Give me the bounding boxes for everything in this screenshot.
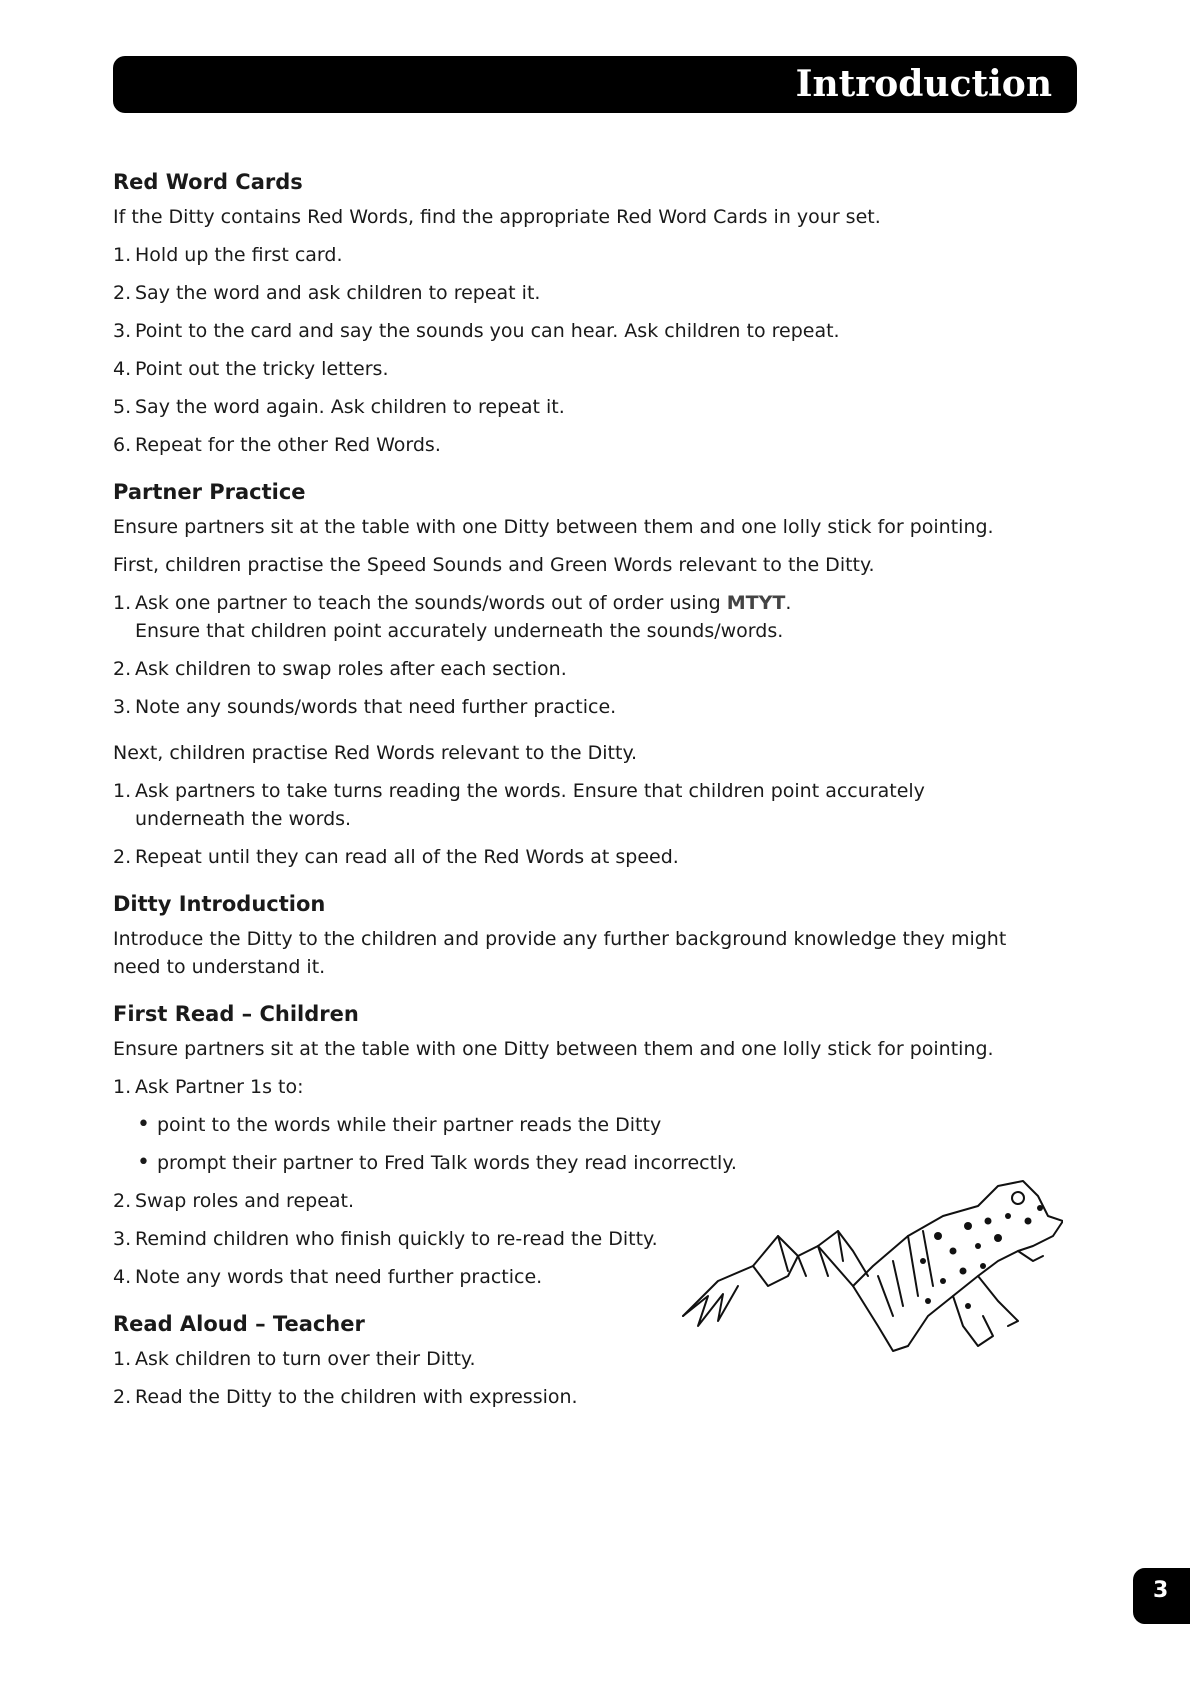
partner-practice-intro-2: First, children practise the Speed Sounds and Green Words relevant to the Ditty.: [113, 554, 875, 576]
page-title: Introduction: [795, 63, 1052, 105]
step-number: 6.: [113, 434, 132, 456]
step-number: 2.: [113, 658, 132, 680]
step-text-end: .: [785, 592, 792, 614]
frog-illustration: [678, 1176, 1063, 1356]
step-text: Note any sounds/words that need further practice.: [135, 696, 617, 718]
step-number: 3.: [113, 696, 132, 718]
step-text: Point to the card and say the sounds you can hear. Ask children to repeat.: [135, 320, 840, 342]
heading-partner-practice: Partner Practice: [113, 480, 306, 504]
step-number: 4.: [113, 358, 132, 380]
bullet-item: • point to the words while their partner reads the Ditty: [135, 1111, 1013, 1139]
section-partner-practice: [113, 477, 1013, 871]
step-text-line-2: Ensure that children point accurately underneath the sounds/words.: [135, 620, 784, 642]
step-number: 3.: [113, 1228, 132, 1250]
partner-practice-steps-a: [113, 589, 1013, 721]
step-number: 2.: [113, 282, 132, 304]
step-text: Say the word and ask children to repeat it.: [135, 282, 541, 304]
title-bar: [113, 56, 1077, 113]
step-text: Repeat until they can read all of the Red Words at speed.: [135, 846, 679, 868]
list-item: [113, 777, 1013, 833]
first-read-intro: Ensure partners sit at the table with one Ditty between them and one lolly stick for pointing.: [113, 1038, 994, 1060]
heading-red-word-cards: Red Word Cards: [113, 170, 303, 194]
step-number: 4.: [113, 1266, 132, 1288]
page-number: 3: [1153, 1578, 1169, 1603]
step-text: Ask one partner to teach the sounds/words out of order using: [135, 592, 727, 614]
list-item: [113, 693, 1013, 721]
step-number: 1.: [113, 780, 132, 802]
partner-practice-intro-1: Ensure partners sit at the table with one Ditty between them and one lolly stick for pointing.: [113, 516, 994, 538]
bullet-item: • prompt their partner to Fred Talk words they read incorrectly.: [135, 1149, 1013, 1177]
step-number: 2.: [113, 1386, 132, 1408]
step-number: 1.: [113, 1348, 132, 1370]
step-text: Ask Partner 1s to:: [135, 1076, 304, 1098]
red-word-cards-intro: If the Ditty contains Red Words, find the appropriate Red Word Cards in your set.: [113, 206, 881, 228]
list-item: [113, 317, 1013, 345]
step-text: Ask children to swap roles after each section.: [135, 658, 567, 680]
step-text: Ask partners to take turns reading the words. Ensure that children point accurately underneath the words.: [135, 780, 925, 830]
list-item: [113, 355, 1013, 383]
list-item: [113, 393, 1013, 421]
heading-ditty-introduction: Ditty Introduction: [113, 892, 326, 916]
mtyt-term: MTYT: [726, 592, 786, 614]
step-number: 5.: [113, 396, 132, 418]
partner-practice-steps-b: [113, 777, 1013, 871]
step-text: Note any words that need further practice.: [135, 1266, 543, 1288]
step-text: Hold up the first card.: [135, 244, 343, 266]
list-item: [113, 843, 1013, 871]
step-text: Point out the tricky letters.: [135, 358, 389, 380]
page-number-tab: [1133, 1568, 1190, 1624]
list-item: [113, 655, 1013, 683]
list-item: [113, 1383, 1013, 1411]
first-read-bullets: [135, 1111, 1013, 1177]
step-text: Read the Ditty to the children with expression.: [135, 1386, 578, 1408]
step-number: 1.: [113, 592, 132, 614]
list-item: [113, 279, 1013, 307]
list-item: [113, 431, 1013, 459]
list-item: [113, 1073, 1013, 1177]
step-number: 2.: [113, 846, 132, 868]
partner-practice-intro-3: Next, children practise Red Words relevant to the Ditty.: [113, 742, 638, 764]
ditty-introduction-text: Introduce the Ditty to the children and provide any further background knowledge they might need to understand it.: [113, 928, 1007, 978]
step-number: 1.: [113, 1076, 132, 1098]
step-number: 3.: [113, 320, 132, 342]
step-text: Swap roles and repeat.: [135, 1190, 355, 1212]
step-text: Ask children to turn over their Ditty.: [135, 1348, 476, 1370]
red-word-cards-steps: [113, 241, 1013, 459]
heading-read-aloud: Read Aloud – Teacher: [113, 1312, 365, 1336]
step-text: Remind children who finish quickly to re-read the Ditty.: [135, 1228, 658, 1250]
heading-first-read: First Read – Children: [113, 1002, 359, 1026]
step-text: Say the word again. Ask children to repeat it.: [135, 396, 565, 418]
section-red-word-cards: [113, 167, 1013, 459]
section-ditty-introduction: [113, 889, 1013, 981]
list-item: [113, 589, 1013, 645]
list-item: [113, 241, 1013, 269]
step-text: Repeat for the other Red Words.: [135, 434, 441, 456]
step-number: 2.: [113, 1190, 132, 1212]
step-number: 1.: [113, 244, 132, 266]
